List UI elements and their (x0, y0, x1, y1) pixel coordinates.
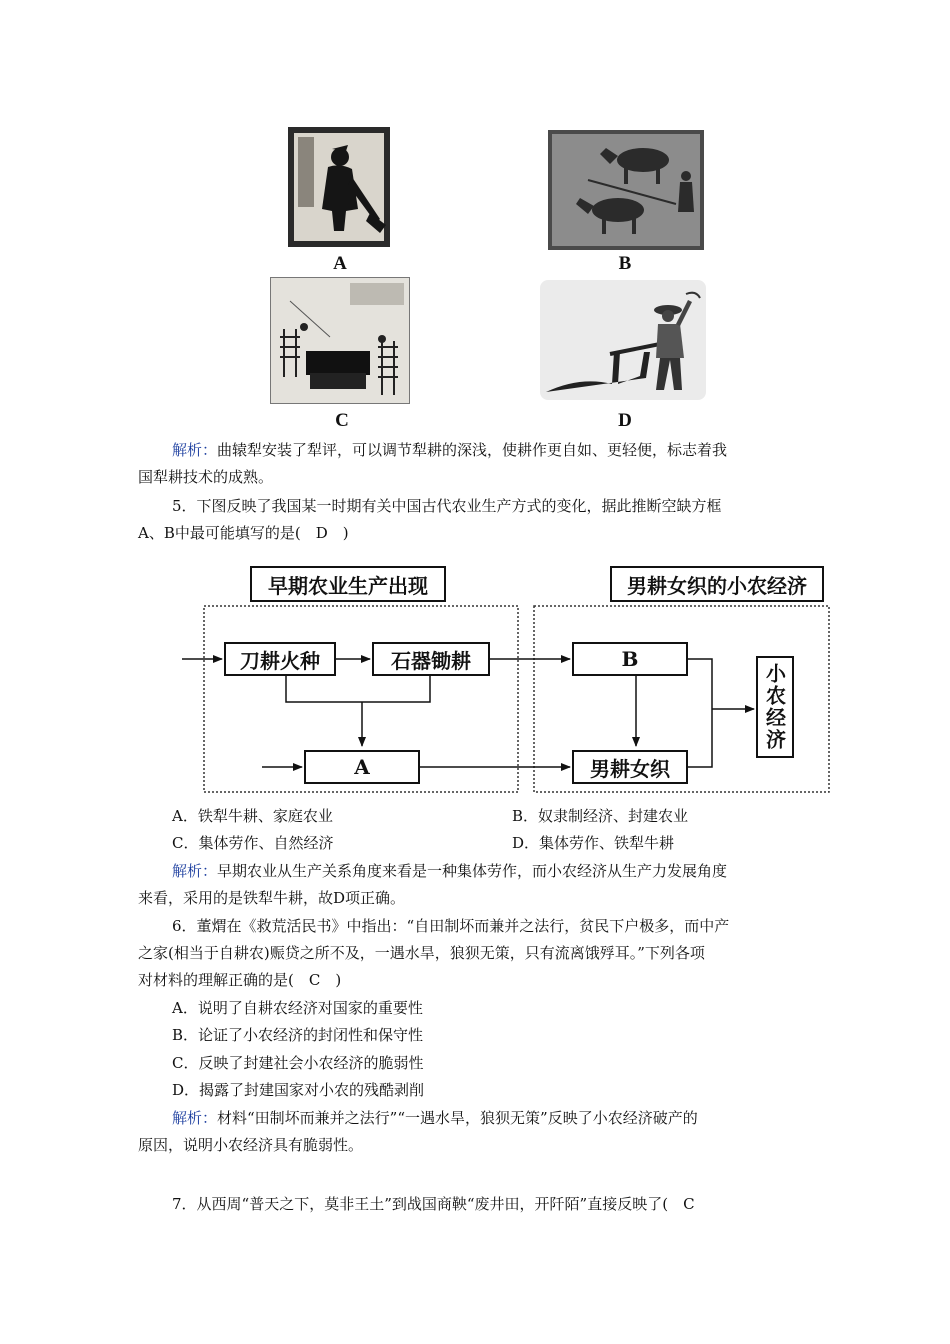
image-b-label: B (618, 253, 632, 274)
box-small-peasant-economy: 小农经济 (756, 656, 794, 758)
q6-stem-line3: 对材料的理解正确的是( C ) (138, 971, 342, 989)
q4-analysis-line1 (172, 440, 727, 460)
q5-stem-line1: 5．下图反映了我国某一时期有关中国古代农业生产方式的变化，据此推断空缺方框 (172, 497, 722, 515)
q6-option-b: B．论证了小农经济的封闭性和保守性 (172, 1026, 424, 1044)
image-b (548, 130, 704, 250)
q5-analysis-line2: 来看，采用的是铁犁牛耕，故D项正确。 (138, 889, 406, 907)
q5-option-b: B．奴隶制经济、封建农业 (512, 807, 689, 825)
analysis-label: 解析： (172, 441, 218, 459)
q4-analysis-line2: 国犁耕技术的成熟。 (138, 468, 274, 486)
stone-relief-farmer-icon (288, 127, 390, 247)
farmer-plough-icon (540, 280, 706, 400)
box-men-farm-women-weave: 男耕女织 (572, 750, 688, 784)
analysis-text: 早期农业从生产关系角度来看是一种集体劳作，而小农经济从生产力发展角度 (217, 862, 728, 880)
q6-option-c: C．反映了封建社会小农经济的脆弱性 (172, 1054, 424, 1072)
image-a (288, 127, 390, 247)
box-stone-hoe: 石器锄耕 (372, 642, 490, 676)
q6-stem-line1: 6．董煟在《救荒活民书》中指出：“自田制坏而兼并之法行，贫民下户极多，而中产 (172, 917, 730, 935)
analysis-label: 解析： (172, 1109, 218, 1127)
box-slash-and-burn: 刀耕火种 (224, 642, 336, 676)
q6-stem-line2: 之家(相当于自耕农)赈贷之所不及，一遇水旱，狼狈无策，只有流离饿殍耳。”下列各项 (138, 944, 705, 962)
box-b: B (572, 642, 688, 676)
q5-stem-line2: A、B中最可能填写的是( D ) (138, 524, 349, 542)
title-right-box: 男耕女织的小农经济 (610, 566, 824, 602)
box-a: A (304, 750, 420, 784)
analysis-text: 材料“田制坏而兼并之法行”“一遇水旱，狼狈无策”反映了小农经济破产的 (217, 1109, 698, 1127)
q6-option-d: D．揭露了封建国家对小农的残酷剥削 (172, 1081, 425, 1099)
q6-analysis-line2: 原因，说明小农经济具有脆弱性。 (138, 1136, 364, 1154)
analysis-text: 曲辕犁安装了犁评，可以调节犁耕的深浅，使耕作更自如、更轻便，标志着我 (217, 441, 728, 459)
q6-analysis-line1 (172, 1108, 698, 1128)
image-c (270, 277, 410, 404)
painting-field-work-icon (270, 277, 410, 404)
q5-option-d: D．集体劳作、铁犁牛耕 (512, 834, 675, 852)
q5-option-c: C．集体劳作、自然经济 (172, 834, 334, 852)
mural-oxen-icon (548, 130, 704, 250)
image-c-label: C (335, 410, 349, 431)
q7-stem-line1: 7．从西周“普天之下，莫非王土”到战国商鞅“废井田，开阡陌”直接反映了( C (172, 1195, 695, 1213)
q6-option-a: A．说明了自耕农经济对国家的重要性 (172, 999, 423, 1017)
image-d-label: D (618, 410, 632, 431)
title-left-box: 早期农业生产出现 (250, 566, 446, 602)
q5-analysis-line1 (172, 861, 727, 881)
image-a-label: A (333, 253, 347, 274)
image-d (540, 280, 706, 400)
flow-diagram (178, 560, 838, 800)
analysis-label: 解析： (172, 862, 218, 880)
q5-option-a: A．铁犁牛耕、家庭农业 (172, 807, 333, 825)
